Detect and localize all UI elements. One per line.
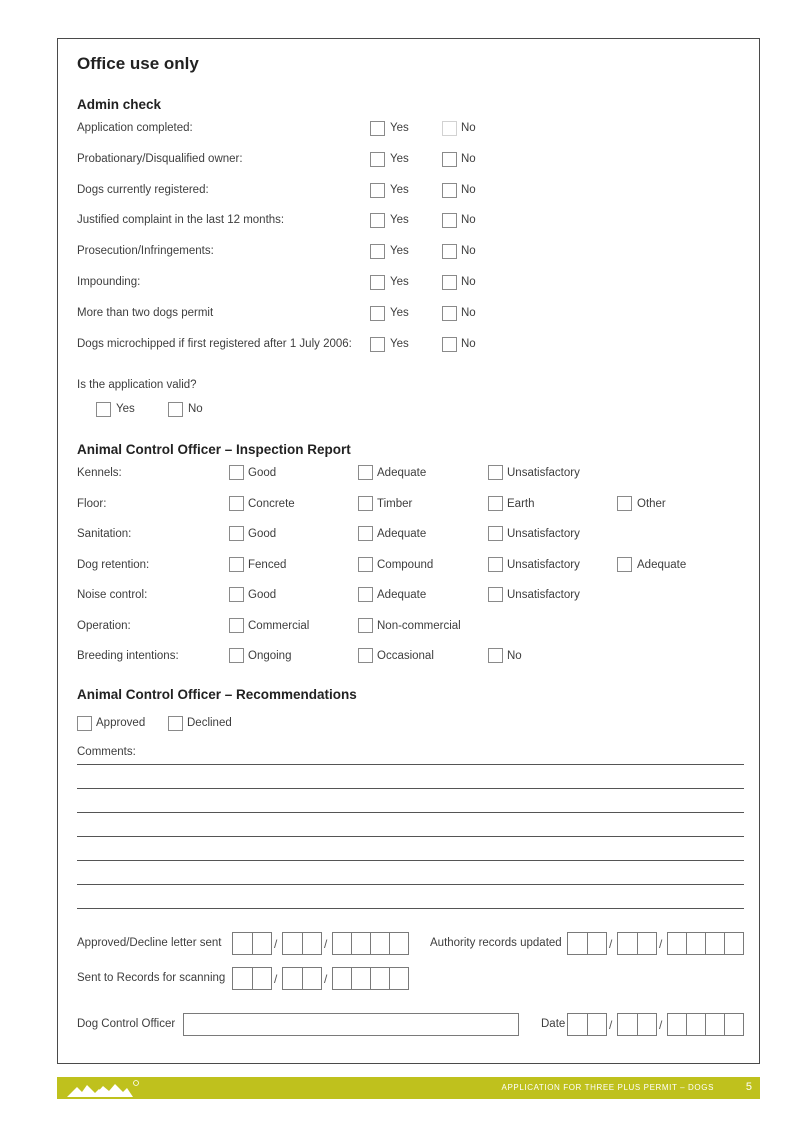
comment-line[interactable] — [77, 764, 744, 765]
comment-line[interactable] — [77, 908, 744, 909]
inspection-option-label: Good — [248, 589, 277, 601]
authority-updated-day[interactable] — [567, 932, 607, 955]
date-slash: / — [609, 937, 613, 951]
inspection-row-label: Sanitation: — [77, 528, 132, 540]
admin-yes-checkbox[interactable] — [370, 275, 385, 290]
inspection-option-checkbox[interactable] — [358, 618, 373, 633]
date-slash: / — [274, 972, 278, 986]
admin-no-label: No — [461, 245, 476, 257]
inspection-option-label: Unsatisfactory — [507, 589, 580, 601]
sent-scanning-month[interactable] — [282, 967, 322, 990]
inspection-option-checkbox[interactable] — [488, 526, 503, 541]
inspection-heading: Animal Control Officer – Inspection Report — [77, 442, 351, 457]
inspection-option-label: Non-commercial — [377, 620, 461, 632]
admin-row-label: Prosecution/Infringements: — [77, 245, 214, 257]
inspection-option-label: Other — [637, 498, 666, 510]
date-slash: / — [609, 1018, 613, 1032]
inspection-option-checkbox[interactable] — [358, 557, 373, 572]
officer-date-day[interactable] — [567, 1013, 607, 1036]
comment-line[interactable] — [77, 788, 744, 789]
footer-bar — [57, 1077, 760, 1099]
footer-title: APPLICATION FOR THREE PLUS PERMIT – DOGS — [501, 1083, 714, 1092]
sent-scanning-year[interactable] — [332, 967, 409, 990]
valid-question: Is the application valid? — [77, 379, 197, 391]
inspection-option-checkbox[interactable] — [617, 557, 632, 572]
date-slash: / — [274, 937, 278, 951]
inspection-row-label: Noise control: — [77, 589, 148, 601]
admin-yes-checkbox[interactable] — [370, 213, 385, 228]
admin-yes-label: Yes — [390, 153, 409, 165]
authority-updated-label: Authority records updated — [430, 937, 562, 949]
admin-yes-checkbox[interactable] — [370, 152, 385, 167]
inspection-option-checkbox[interactable] — [488, 496, 503, 511]
inspection-option-checkbox[interactable] — [358, 526, 373, 541]
approved-checkbox[interactable] — [77, 716, 92, 731]
inspection-row-label: Kennels: — [77, 467, 122, 479]
admin-no-checkbox[interactable] — [442, 183, 457, 198]
admin-no-checkbox[interactable] — [442, 244, 457, 259]
letter-sent-day[interactable] — [232, 932, 272, 955]
inspection-option-checkbox[interactable] — [488, 465, 503, 480]
valid-no-label: No — [188, 403, 203, 415]
authority-updated-month[interactable] — [617, 932, 657, 955]
admin-yes-checkbox[interactable] — [370, 306, 385, 321]
admin-row-label: More than two dogs permit — [77, 307, 214, 319]
sent-scanning-label: Sent to Records for scanning — [77, 972, 226, 984]
inspection-option-checkbox[interactable] — [229, 587, 244, 602]
authority-updated-year[interactable] — [667, 932, 744, 955]
date-slash: / — [659, 937, 663, 951]
admin-no-label: No — [461, 307, 476, 319]
inspection-option-label: Fenced — [248, 559, 287, 571]
inspection-row-label: Dog retention: — [77, 559, 150, 571]
inspection-option-label: Compound — [377, 559, 434, 571]
comment-line[interactable] — [77, 812, 744, 813]
officer-date-month[interactable] — [617, 1013, 657, 1036]
comment-line[interactable] — [77, 860, 744, 861]
letter-sent-year[interactable] — [332, 932, 409, 955]
inspection-option-checkbox[interactable] — [229, 648, 244, 663]
inspection-option-label: Concrete — [248, 498, 295, 510]
inspection-option-checkbox[interactable] — [358, 648, 373, 663]
inspection-option-checkbox[interactable] — [488, 587, 503, 602]
officer-date-year[interactable] — [667, 1013, 744, 1036]
admin-row-label: Impounding: — [77, 276, 141, 288]
admin-row-label: Dogs currently registered: — [77, 184, 209, 196]
inspection-option-label: Occasional — [377, 650, 434, 662]
inspection-row-label: Operation: — [77, 620, 131, 632]
admin-no-label: No — [461, 276, 476, 288]
admin-no-label: No — [461, 338, 476, 350]
admin-row-label: Probationary/Disqualified owner: — [77, 153, 243, 165]
admin-row-label: Dogs microchipped if first registered after 1 July 2006: — [77, 338, 352, 350]
admin-no-label: No — [461, 153, 476, 165]
inspection-row-label: Floor: — [77, 498, 107, 510]
inspection-option-label: Ongoing — [248, 650, 292, 662]
admin-no-checkbox[interactable] — [442, 337, 457, 352]
valid-yes-checkbox[interactable] — [96, 402, 111, 417]
date-slash: / — [659, 1018, 663, 1032]
page-number: 5 — [745, 1081, 752, 1093]
inspection-option-label: Unsatisfactory — [507, 559, 580, 571]
admin-yes-checkbox[interactable] — [370, 183, 385, 198]
inspection-option-checkbox[interactable] — [229, 496, 244, 511]
inspection-option-checkbox[interactable] — [488, 648, 503, 663]
date-slash: / — [324, 972, 328, 986]
inspection-option-label: Adequate — [637, 559, 687, 571]
sent-scanning-day[interactable] — [232, 967, 272, 990]
admin-row-label: Application completed: — [77, 122, 193, 134]
inspection-option-checkbox[interactable] — [229, 618, 244, 633]
inspection-option-label: Good — [248, 528, 277, 540]
inspection-option-label: Earth — [507, 498, 535, 510]
inspection-option-checkbox[interactable] — [617, 496, 632, 511]
admin-no-checkbox[interactable] — [442, 121, 457, 136]
inspection-option-label: No — [507, 650, 522, 662]
admin-yes-checkbox[interactable] — [370, 244, 385, 259]
officer-date-label: Date — [541, 1018, 566, 1030]
officer-label: Dog Control Officer — [77, 1018, 176, 1030]
inspection-option-checkbox[interactable] — [358, 496, 373, 511]
inspection-row-label: Breeding intentions: — [77, 650, 179, 662]
letter-sent-month[interactable] — [282, 932, 322, 955]
valid-no-checkbox[interactable] — [168, 402, 183, 417]
admin-yes-label: Yes — [390, 122, 409, 134]
admin-no-label: No — [461, 214, 476, 226]
admin-no-checkbox[interactable] — [442, 152, 457, 167]
admin-yes-label: Yes — [390, 184, 409, 196]
admin-yes-label: Yes — [390, 214, 409, 226]
admin-no-label: No — [461, 184, 476, 196]
officer-name-field[interactable] — [183, 1013, 519, 1036]
section-title: Office use only — [77, 54, 199, 73]
inspection-option-checkbox[interactable] — [229, 557, 244, 572]
inspection-option-label: Unsatisfactory — [507, 467, 580, 479]
admin-row-label: Justified complaint in the last 12 months: — [77, 214, 285, 226]
admin-yes-label: Yes — [390, 338, 409, 350]
approved-label: Approved — [96, 717, 146, 729]
date-slash: / — [324, 937, 328, 951]
admin-yes-label: Yes — [390, 245, 409, 257]
admin-yes-checkbox[interactable] — [370, 337, 385, 352]
inspection-option-checkbox[interactable] — [358, 465, 373, 480]
admin-no-checkbox[interactable] — [442, 213, 457, 228]
declined-label: Declined — [187, 717, 232, 729]
inspection-option-label: Adequate — [377, 467, 427, 479]
inspection-option-label: Timber — [377, 498, 413, 510]
inspection-option-checkbox[interactable] — [229, 526, 244, 541]
inspection-option-label: Good — [248, 467, 277, 479]
inspection-option-label: Commercial — [248, 620, 310, 632]
mountain-logo-icon — [65, 1079, 141, 1099]
admin-yes-checkbox[interactable] — [370, 121, 385, 136]
admin-yes-label: Yes — [390, 307, 409, 319]
admin-yes-label: Yes — [390, 276, 409, 288]
inspection-option-checkbox[interactable] — [488, 557, 503, 572]
valid-yes-label: Yes — [116, 403, 135, 415]
inspection-option-checkbox[interactable] — [358, 587, 373, 602]
letter-sent-label: Approved/Decline letter sent — [77, 937, 222, 949]
inspection-option-label: Adequate — [377, 589, 427, 601]
admin-check-heading: Admin check — [77, 97, 162, 112]
comment-line[interactable] — [77, 884, 744, 885]
inspection-option-label: Unsatisfactory — [507, 528, 580, 540]
recommendations-heading: Animal Control Officer – Recommendations — [77, 687, 357, 702]
admin-no-label: No — [461, 122, 476, 134]
comments-label: Comments: — [77, 746, 136, 758]
inspection-option-label: Adequate — [377, 528, 427, 540]
admin-no-checkbox[interactable] — [442, 275, 457, 290]
declined-checkbox[interactable] — [168, 716, 183, 731]
comment-line[interactable] — [77, 836, 744, 837]
admin-no-checkbox[interactable] — [442, 306, 457, 321]
inspection-option-checkbox[interactable] — [229, 465, 244, 480]
